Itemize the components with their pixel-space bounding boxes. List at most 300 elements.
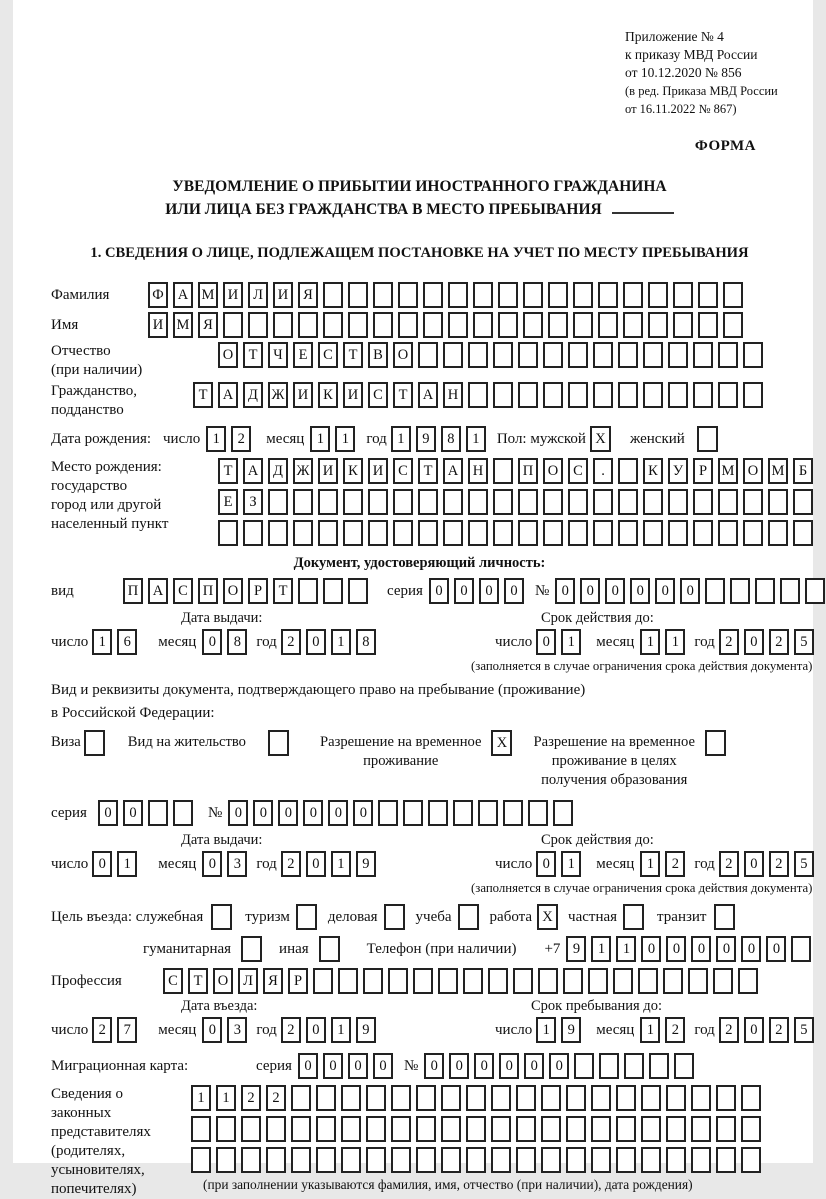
char-cell[interactable] (705, 730, 726, 756)
char-cell[interactable]: 3 (227, 851, 247, 877)
char-cell[interactable]: Т (273, 578, 293, 604)
char-cell[interactable] (666, 1116, 686, 1142)
char-cell[interactable]: 0 (744, 1017, 764, 1043)
char-cell[interactable] (623, 904, 644, 930)
char-cell[interactable] (323, 312, 343, 338)
char-cell[interactable] (268, 489, 288, 515)
char-cell[interactable]: 0 (549, 1053, 569, 1079)
char-cell[interactable] (378, 800, 398, 826)
char-cell[interactable] (624, 1053, 644, 1079)
char-cell[interactable] (693, 520, 713, 546)
char-cell[interactable]: 0 (303, 800, 323, 826)
char-cell[interactable]: 1 (561, 629, 581, 655)
char-cell[interactable]: И (318, 458, 338, 484)
permit-series-cells[interactable] (98, 800, 198, 826)
char-cell[interactable]: О (223, 578, 243, 604)
birth-year-cells[interactable] (391, 426, 491, 452)
char-cell[interactable] (493, 382, 513, 408)
char-cell[interactable] (338, 968, 358, 994)
char-cell[interactable]: Р (693, 458, 713, 484)
char-cell[interactable] (698, 312, 718, 338)
char-cell[interactable] (698, 282, 718, 308)
char-cell[interactable] (693, 342, 713, 368)
char-cell[interactable] (674, 1053, 694, 1079)
char-cell[interactable]: И (148, 312, 168, 338)
char-cell[interactable]: 0 (536, 851, 556, 877)
char-cell[interactable] (466, 1147, 486, 1173)
char-cell[interactable]: Р (288, 968, 308, 994)
char-cell[interactable]: 1 (117, 851, 137, 877)
char-cell[interactable]: Д (243, 382, 263, 408)
char-cell[interactable] (523, 282, 543, 308)
char-cell[interactable] (493, 489, 513, 515)
char-cell[interactable]: С (318, 342, 338, 368)
char-cell[interactable]: 9 (356, 1017, 376, 1043)
char-cell[interactable] (563, 968, 583, 994)
char-cell[interactable] (403, 800, 423, 826)
char-cell[interactable]: 0 (454, 578, 474, 604)
char-cell[interactable]: К (643, 458, 663, 484)
entry-year-cells[interactable] (281, 1017, 381, 1043)
char-cell[interactable] (518, 342, 538, 368)
char-cell[interactable] (423, 282, 443, 308)
char-cell[interactable]: 1 (640, 1017, 660, 1043)
char-cell[interactable]: У (668, 458, 688, 484)
char-cell[interactable]: 0 (202, 851, 222, 877)
char-cell[interactable] (543, 382, 563, 408)
char-cell[interactable] (319, 936, 340, 962)
char-cell[interactable] (543, 489, 563, 515)
temp-residence-edu-checkbox[interactable] (705, 730, 731, 756)
char-cell[interactable]: 1 (591, 936, 611, 962)
char-cell[interactable] (463, 968, 483, 994)
char-cell[interactable] (341, 1085, 361, 1111)
purpose-transit-checkbox[interactable] (714, 904, 740, 930)
char-cell[interactable] (418, 520, 438, 546)
char-cell[interactable] (713, 968, 733, 994)
char-cell[interactable] (568, 489, 588, 515)
char-cell[interactable] (298, 312, 318, 338)
char-cell[interactable]: 1 (640, 851, 660, 877)
char-cell[interactable] (598, 282, 618, 308)
char-cell[interactable]: 0 (605, 578, 625, 604)
char-cell[interactable]: С (173, 578, 193, 604)
char-cell[interactable] (366, 1085, 386, 1111)
char-cell[interactable] (638, 968, 658, 994)
char-cell[interactable] (173, 800, 193, 826)
char-cell[interactable] (323, 282, 343, 308)
char-cell[interactable] (218, 520, 238, 546)
char-cell[interactable]: А (243, 458, 263, 484)
char-cell[interactable] (216, 1147, 236, 1173)
char-cell[interactable] (416, 1085, 436, 1111)
char-cell[interactable]: И (343, 382, 363, 408)
char-cell[interactable] (316, 1116, 336, 1142)
char-cell[interactable] (593, 520, 613, 546)
char-cell[interactable] (548, 312, 568, 338)
char-cell[interactable] (743, 382, 763, 408)
char-cell[interactable] (741, 1147, 761, 1173)
char-cell[interactable]: 2 (231, 426, 251, 452)
char-cell[interactable]: 0 (680, 578, 700, 604)
char-cell[interactable] (241, 1116, 261, 1142)
char-cell[interactable] (730, 578, 750, 604)
char-cell[interactable]: Т (343, 342, 363, 368)
char-cell[interactable] (393, 489, 413, 515)
char-cell[interactable]: 0 (306, 629, 326, 655)
char-cell[interactable]: 0 (766, 936, 786, 962)
representatives-row3-cells[interactable] (191, 1147, 766, 1173)
char-cell[interactable]: М (173, 312, 193, 338)
char-cell[interactable]: 2 (719, 629, 739, 655)
char-cell[interactable]: 0 (744, 851, 764, 877)
char-cell[interactable] (613, 968, 633, 994)
char-cell[interactable]: 1 (310, 426, 330, 452)
char-cell[interactable]: 0 (373, 1053, 393, 1079)
char-cell[interactable]: О (543, 458, 563, 484)
char-cell[interactable] (428, 800, 448, 826)
birthplace-row2-cells[interactable] (218, 489, 818, 515)
char-cell[interactable] (291, 1147, 311, 1173)
char-cell[interactable]: З (243, 489, 263, 515)
char-cell[interactable] (693, 382, 713, 408)
char-cell[interactable] (805, 578, 825, 604)
char-cell[interactable]: Л (248, 282, 268, 308)
char-cell[interactable] (343, 520, 363, 546)
char-cell[interactable] (668, 342, 688, 368)
char-cell[interactable] (541, 1085, 561, 1111)
char-cell[interactable] (697, 426, 718, 452)
char-cell[interactable] (498, 312, 518, 338)
char-cell[interactable] (574, 1053, 594, 1079)
char-cell[interactable] (473, 312, 493, 338)
char-cell[interactable] (593, 342, 613, 368)
char-cell[interactable]: 9 (561, 1017, 581, 1043)
char-cell[interactable]: 5 (794, 851, 814, 877)
char-cell[interactable] (316, 1085, 336, 1111)
char-cell[interactable] (458, 904, 479, 930)
char-cell[interactable]: Ф (148, 282, 168, 308)
char-cell[interactable] (618, 489, 638, 515)
gender-female-checkbox[interactable] (697, 426, 723, 452)
char-cell[interactable] (616, 1085, 636, 1111)
profession-cells[interactable] (163, 968, 763, 994)
char-cell[interactable]: Н (468, 458, 488, 484)
char-cell[interactable]: 2 (266, 1085, 286, 1111)
doc-valid-day-cells[interactable] (536, 629, 586, 655)
visa-checkbox[interactable] (84, 730, 110, 756)
char-cell[interactable]: 0 (429, 578, 449, 604)
char-cell[interactable]: 0 (655, 578, 675, 604)
char-cell[interactable] (363, 968, 383, 994)
char-cell[interactable] (366, 1116, 386, 1142)
char-cell[interactable]: 1 (331, 851, 351, 877)
char-cell[interactable] (211, 904, 232, 930)
char-cell[interactable] (413, 968, 433, 994)
char-cell[interactable] (291, 1116, 311, 1142)
char-cell[interactable]: О (218, 342, 238, 368)
char-cell[interactable]: 0 (744, 629, 764, 655)
char-cell[interactable]: Ч (268, 342, 288, 368)
birthplace-row3-cells[interactable] (218, 520, 818, 546)
char-cell[interactable]: С (393, 458, 413, 484)
char-cell[interactable] (599, 1053, 619, 1079)
char-cell[interactable] (296, 904, 317, 930)
char-cell[interactable]: 2 (92, 1017, 112, 1043)
doc-issue-month-cells[interactable] (202, 629, 252, 655)
char-cell[interactable] (791, 936, 811, 962)
char-cell[interactable]: О (213, 968, 233, 994)
char-cell[interactable] (666, 1147, 686, 1173)
char-cell[interactable]: 0 (353, 800, 373, 826)
char-cell[interactable] (693, 489, 713, 515)
char-cell[interactable] (716, 1085, 736, 1111)
purpose-other-checkbox[interactable] (319, 936, 345, 962)
char-cell[interactable] (649, 1053, 669, 1079)
char-cell[interactable] (553, 800, 573, 826)
char-cell[interactable] (593, 489, 613, 515)
birth-month-cells[interactable] (310, 426, 360, 452)
char-cell[interactable] (491, 1085, 511, 1111)
stay-year-cells[interactable] (719, 1017, 819, 1043)
temp-residence-checkbox[interactable] (491, 730, 517, 756)
char-cell[interactable] (191, 1116, 211, 1142)
char-cell[interactable] (293, 489, 313, 515)
char-cell[interactable]: 0 (328, 800, 348, 826)
char-cell[interactable]: 0 (123, 800, 143, 826)
char-cell[interactable]: 1 (206, 426, 226, 452)
char-cell[interactable] (616, 1116, 636, 1142)
char-cell[interactable] (448, 282, 468, 308)
char-cell[interactable] (691, 1116, 711, 1142)
char-cell[interactable] (573, 312, 593, 338)
char-cell[interactable]: С (163, 968, 183, 994)
char-cell[interactable]: 2 (769, 629, 789, 655)
char-cell[interactable] (691, 1147, 711, 1173)
char-cell[interactable] (663, 968, 683, 994)
char-cell[interactable] (738, 968, 758, 994)
char-cell[interactable] (453, 800, 473, 826)
char-cell[interactable]: Б (793, 458, 813, 484)
char-cell[interactable] (673, 312, 693, 338)
char-cell[interactable] (543, 520, 563, 546)
char-cell[interactable] (643, 382, 663, 408)
char-cell[interactable] (391, 1085, 411, 1111)
char-cell[interactable]: X (537, 904, 558, 930)
char-cell[interactable]: 8 (356, 629, 376, 655)
char-cell[interactable] (491, 1147, 511, 1173)
char-cell[interactable] (368, 520, 388, 546)
char-cell[interactable]: 1 (191, 1085, 211, 1111)
char-cell[interactable]: 1 (561, 851, 581, 877)
char-cell[interactable]: Т (218, 458, 238, 484)
char-cell[interactable]: О (743, 458, 763, 484)
char-cell[interactable]: 8 (227, 629, 247, 655)
char-cell[interactable] (518, 382, 538, 408)
char-cell[interactable]: 0 (479, 578, 499, 604)
char-cell[interactable]: Я (263, 968, 283, 994)
char-cell[interactable]: 2 (241, 1085, 261, 1111)
char-cell[interactable]: 0 (323, 1053, 343, 1079)
char-cell[interactable] (266, 1116, 286, 1142)
char-cell[interactable]: Ж (293, 458, 313, 484)
char-cell[interactable] (566, 1116, 586, 1142)
char-cell[interactable]: А (418, 382, 438, 408)
char-cell[interactable]: 1 (616, 936, 636, 962)
char-cell[interactable]: 2 (719, 851, 739, 877)
char-cell[interactable] (668, 382, 688, 408)
char-cell[interactable] (568, 342, 588, 368)
char-cell[interactable] (618, 382, 638, 408)
char-cell[interactable] (718, 342, 738, 368)
char-cell[interactable] (518, 520, 538, 546)
char-cell[interactable] (598, 312, 618, 338)
char-cell[interactable] (466, 1116, 486, 1142)
purpose-humanitarian-checkbox[interactable] (241, 936, 267, 962)
char-cell[interactable] (398, 282, 418, 308)
char-cell[interactable] (316, 1147, 336, 1173)
char-cell[interactable]: 0 (504, 578, 524, 604)
char-cell[interactable] (416, 1116, 436, 1142)
char-cell[interactable] (528, 800, 548, 826)
birth-day-cells[interactable] (206, 426, 256, 452)
char-cell[interactable]: А (443, 458, 463, 484)
char-cell[interactable]: Д (268, 458, 288, 484)
char-cell[interactable]: 0 (278, 800, 298, 826)
char-cell[interactable]: 5 (794, 1017, 814, 1043)
char-cell[interactable] (348, 282, 368, 308)
char-cell[interactable]: . (593, 458, 613, 484)
char-cell[interactable]: 0 (298, 1053, 318, 1079)
char-cell[interactable]: 0 (716, 936, 736, 962)
char-cell[interactable]: 1 (216, 1085, 236, 1111)
char-cell[interactable]: 5 (794, 629, 814, 655)
char-cell[interactable] (516, 1147, 536, 1173)
char-cell[interactable] (705, 578, 725, 604)
char-cell[interactable] (418, 342, 438, 368)
surname-cells[interactable] (148, 282, 748, 308)
char-cell[interactable] (388, 968, 408, 994)
char-cell[interactable] (538, 968, 558, 994)
purpose-work-checkbox[interactable] (537, 904, 563, 930)
char-cell[interactable]: Е (218, 489, 238, 515)
char-cell[interactable]: О (393, 342, 413, 368)
char-cell[interactable] (273, 312, 293, 338)
char-cell[interactable]: П (518, 458, 538, 484)
permit-valid-day-cells[interactable] (536, 851, 586, 877)
doc-series-cells[interactable] (429, 578, 529, 604)
permit-valid-year-cells[interactable] (719, 851, 819, 877)
char-cell[interactable] (618, 342, 638, 368)
char-cell[interactable] (191, 1147, 211, 1173)
char-cell[interactable]: Л (238, 968, 258, 994)
char-cell[interactable] (643, 489, 663, 515)
char-cell[interactable] (468, 489, 488, 515)
char-cell[interactable] (148, 800, 168, 826)
char-cell[interactable] (668, 520, 688, 546)
char-cell[interactable]: 0 (641, 936, 661, 962)
char-cell[interactable] (641, 1116, 661, 1142)
char-cell[interactable]: 1 (331, 629, 351, 655)
char-cell[interactable] (343, 489, 363, 515)
char-cell[interactable] (241, 936, 262, 962)
char-cell[interactable] (541, 1116, 561, 1142)
char-cell[interactable] (718, 520, 738, 546)
char-cell[interactable]: А (148, 578, 168, 604)
char-cell[interactable]: К (318, 382, 338, 408)
char-cell[interactable] (241, 1147, 261, 1173)
citizenship-cells[interactable] (193, 382, 768, 408)
char-cell[interactable] (516, 1085, 536, 1111)
purpose-private-checkbox[interactable] (623, 904, 649, 930)
char-cell[interactable] (493, 342, 513, 368)
char-cell[interactable] (743, 342, 763, 368)
char-cell[interactable] (548, 282, 568, 308)
char-cell[interactable] (648, 282, 668, 308)
char-cell[interactable]: Я (298, 282, 318, 308)
char-cell[interactable]: X (590, 426, 611, 452)
char-cell[interactable]: А (218, 382, 238, 408)
char-cell[interactable] (478, 800, 498, 826)
char-cell[interactable]: С (368, 382, 388, 408)
char-cell[interactable]: 0 (555, 578, 575, 604)
char-cell[interactable] (268, 730, 289, 756)
char-cell[interactable]: И (223, 282, 243, 308)
char-cell[interactable]: Т (393, 382, 413, 408)
char-cell[interactable]: 2 (665, 851, 685, 877)
char-cell[interactable] (266, 1147, 286, 1173)
char-cell[interactable]: 0 (253, 800, 273, 826)
doc-number-cells[interactable] (555, 578, 826, 604)
char-cell[interactable] (641, 1085, 661, 1111)
char-cell[interactable]: 0 (536, 629, 556, 655)
char-cell[interactable]: 2 (281, 851, 301, 877)
char-cell[interactable] (723, 312, 743, 338)
char-cell[interactable] (318, 489, 338, 515)
char-cell[interactable]: 0 (630, 578, 650, 604)
permit-valid-month-cells[interactable] (640, 851, 690, 877)
char-cell[interactable] (498, 282, 518, 308)
migration-number-cells[interactable] (424, 1053, 699, 1079)
char-cell[interactable] (591, 1147, 611, 1173)
char-cell[interactable]: 0 (348, 1053, 368, 1079)
char-cell[interactable] (666, 1085, 686, 1111)
char-cell[interactable]: Т (188, 968, 208, 994)
char-cell[interactable] (488, 968, 508, 994)
char-cell[interactable] (718, 382, 738, 408)
char-cell[interactable] (468, 520, 488, 546)
char-cell[interactable] (398, 312, 418, 338)
permit-issue-year-cells[interactable] (281, 851, 381, 877)
char-cell[interactable]: И (273, 282, 293, 308)
representatives-row1-cells[interactable] (191, 1085, 766, 1111)
char-cell[interactable]: 7 (117, 1017, 137, 1043)
char-cell[interactable] (248, 312, 268, 338)
char-cell[interactable]: Ж (268, 382, 288, 408)
char-cell[interactable] (755, 578, 775, 604)
char-cell[interactable] (566, 1147, 586, 1173)
char-cell[interactable] (623, 282, 643, 308)
char-cell[interactable] (543, 342, 563, 368)
doc-valid-year-cells[interactable] (719, 629, 819, 655)
representatives-row2-cells[interactable] (191, 1116, 766, 1142)
char-cell[interactable] (441, 1116, 461, 1142)
char-cell[interactable]: 1 (92, 629, 112, 655)
char-cell[interactable] (373, 282, 393, 308)
char-cell[interactable] (718, 489, 738, 515)
patronymic-cells[interactable] (218, 342, 768, 368)
char-cell[interactable] (443, 520, 463, 546)
